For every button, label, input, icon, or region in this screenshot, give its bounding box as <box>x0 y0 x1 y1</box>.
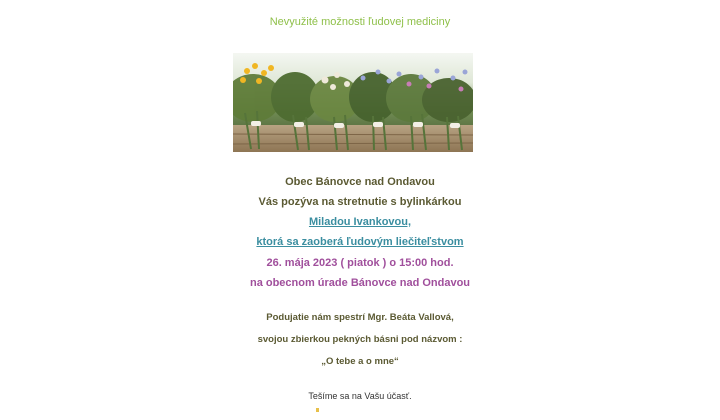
poem-title: „O tebe a o mne“ <box>321 356 399 367</box>
top-cutoff-text-fragment <box>0 0 720 2</box>
event-date-time: 26. mája 2023 ( piatok ) o 15:00 hod. <box>266 257 454 269</box>
subtitle: Nevyužité možnosti ľudovej mediciny <box>269 16 451 28</box>
accompaniment-line-1: Podujatie nám spestrí Mgr. Beáta Vallová, <box>266 312 454 323</box>
speaker-field-line <box>0 237 720 248</box>
bottom-cutoff-fragment <box>316 408 319 412</box>
closing-line: Tešíme sa na Vašu účasť. <box>308 391 412 401</box>
accompaniment-line-2: svojou zbierkou pekných básni pod názvom : <box>257 334 463 345</box>
herb-bundles-photo <box>233 53 473 152</box>
speaker-field-link[interactable]: ktorá sa zaoberá ľudovým liečiteľstvom <box>256 236 464 248</box>
event-place: na obecnom úrade Bánovce nad Ondavou <box>249 277 471 289</box>
invitation-line: Vás pozýva na stretnutie s bylinkárkou <box>258 196 462 208</box>
speaker-line <box>0 217 720 228</box>
speaker-link[interactable]: Miladou Ivankovou, <box>308 216 412 228</box>
organizer: Obec Bánovce nad Ondavou <box>285 176 435 188</box>
